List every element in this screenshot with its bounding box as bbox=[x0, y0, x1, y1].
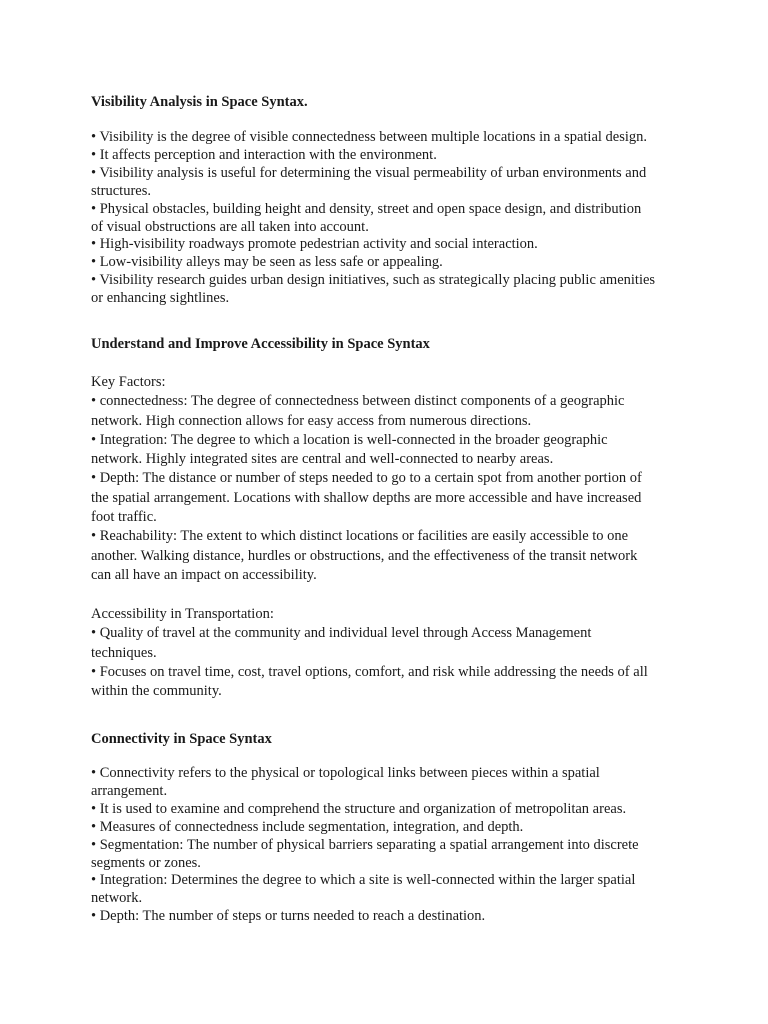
text-line: • Quality of travel at the community and individual level through Access Management bbox=[91, 625, 592, 642]
text-line: network. bbox=[91, 890, 143, 907]
text-line: Accessibility in Transportation: bbox=[91, 606, 274, 622]
text-line: • connectedness: The degree of connectedness between distinct components of a geographic bbox=[91, 393, 625, 410]
text-line: network. High connection allows for easy access from numerous directions. bbox=[91, 412, 532, 429]
text-line: • It is used to examine and comprehend the structure and organization of metropolitan areas. bbox=[91, 800, 627, 817]
connectivity-heading: Connectivity in Space Syntax bbox=[91, 731, 272, 747]
text-line: • Integration: Determines the degree to which a site is well-connected within the larger spatial bbox=[91, 872, 636, 889]
key-factors-block bbox=[91, 373, 691, 585]
text-line: • Visibility analysis is useful for determining the visual permeability of urban environments and bbox=[91, 164, 647, 181]
text-line: network. Highly integrated sites are central and well-connected to nearby areas. bbox=[91, 451, 554, 468]
text-line: the spatial arrangement. Locations with shallow depths are more accessible and have increased bbox=[91, 489, 642, 506]
text-line: • Focuses on travel time, cost, travel options, comfort, and risk while addressing the needs of all bbox=[91, 663, 648, 680]
visibility-bullets bbox=[91, 129, 691, 308]
text-line: • Reachability: The extent to which distinct locations or facilities are easily accessible to one bbox=[91, 528, 629, 545]
text-line: another. Walking distance, hurdles or obstructions, and the effectiveness of the transit network bbox=[91, 547, 638, 564]
visibility-heading: Visibility Analysis in Space Syntax. bbox=[91, 94, 308, 110]
text-line: of visual obstructions are all taken into account. bbox=[91, 218, 369, 235]
text-line: foot traffic. bbox=[91, 509, 157, 526]
text-line: • Depth: The number of steps or turns needed to reach a destination. bbox=[91, 908, 486, 925]
transportation-block bbox=[91, 605, 691, 701]
text-line: segments or zones. bbox=[91, 854, 201, 871]
text-line: • Depth: The distance or number of steps needed to go to a certain spot from another portion of bbox=[91, 470, 642, 487]
text-line: • Connectivity refers to the physical or topological links between pieces within a spatial bbox=[91, 765, 600, 781]
text-line: • High-visibility roadways promote pedestrian activity and social interaction. bbox=[91, 236, 538, 253]
text-line: • Integration: The degree to which a location is well-connected in the broader geographic bbox=[91, 431, 608, 448]
text-line: • Visibility research guides urban design initiatives, such as strategically placing public amenities bbox=[91, 272, 656, 289]
text-line: or enhancing sightlines. bbox=[91, 290, 230, 307]
text-line: structures. bbox=[91, 182, 151, 199]
text-line: can all have an impact on accessibility. bbox=[91, 566, 317, 583]
text-line: • Visibility is the degree of visible connectedness between multiple locations in a spatial design. bbox=[91, 129, 648, 145]
text-line: Key Factors: bbox=[91, 374, 166, 390]
accessibility-heading: Understand and Improve Accessibility in Space Syntax bbox=[91, 336, 430, 352]
text-line: arrangement. bbox=[91, 782, 168, 799]
text-line: • It affects perception and interaction with the environment. bbox=[91, 146, 437, 163]
connectivity-bullets bbox=[91, 765, 691, 926]
text-line: • Physical obstacles, building height and density, street and open space design, and distribution bbox=[91, 200, 642, 217]
text-line: • Measures of connectedness include segmentation, integration, and depth. bbox=[91, 818, 524, 835]
text-line: within the community. bbox=[91, 683, 222, 700]
text-line: • Low-visibility alleys may be seen as less safe or appealing. bbox=[91, 254, 443, 271]
text-line: techniques. bbox=[91, 644, 157, 661]
text-line: • Segmentation: The number of physical barriers separating a spatial arrangement into discrete bbox=[91, 836, 639, 853]
